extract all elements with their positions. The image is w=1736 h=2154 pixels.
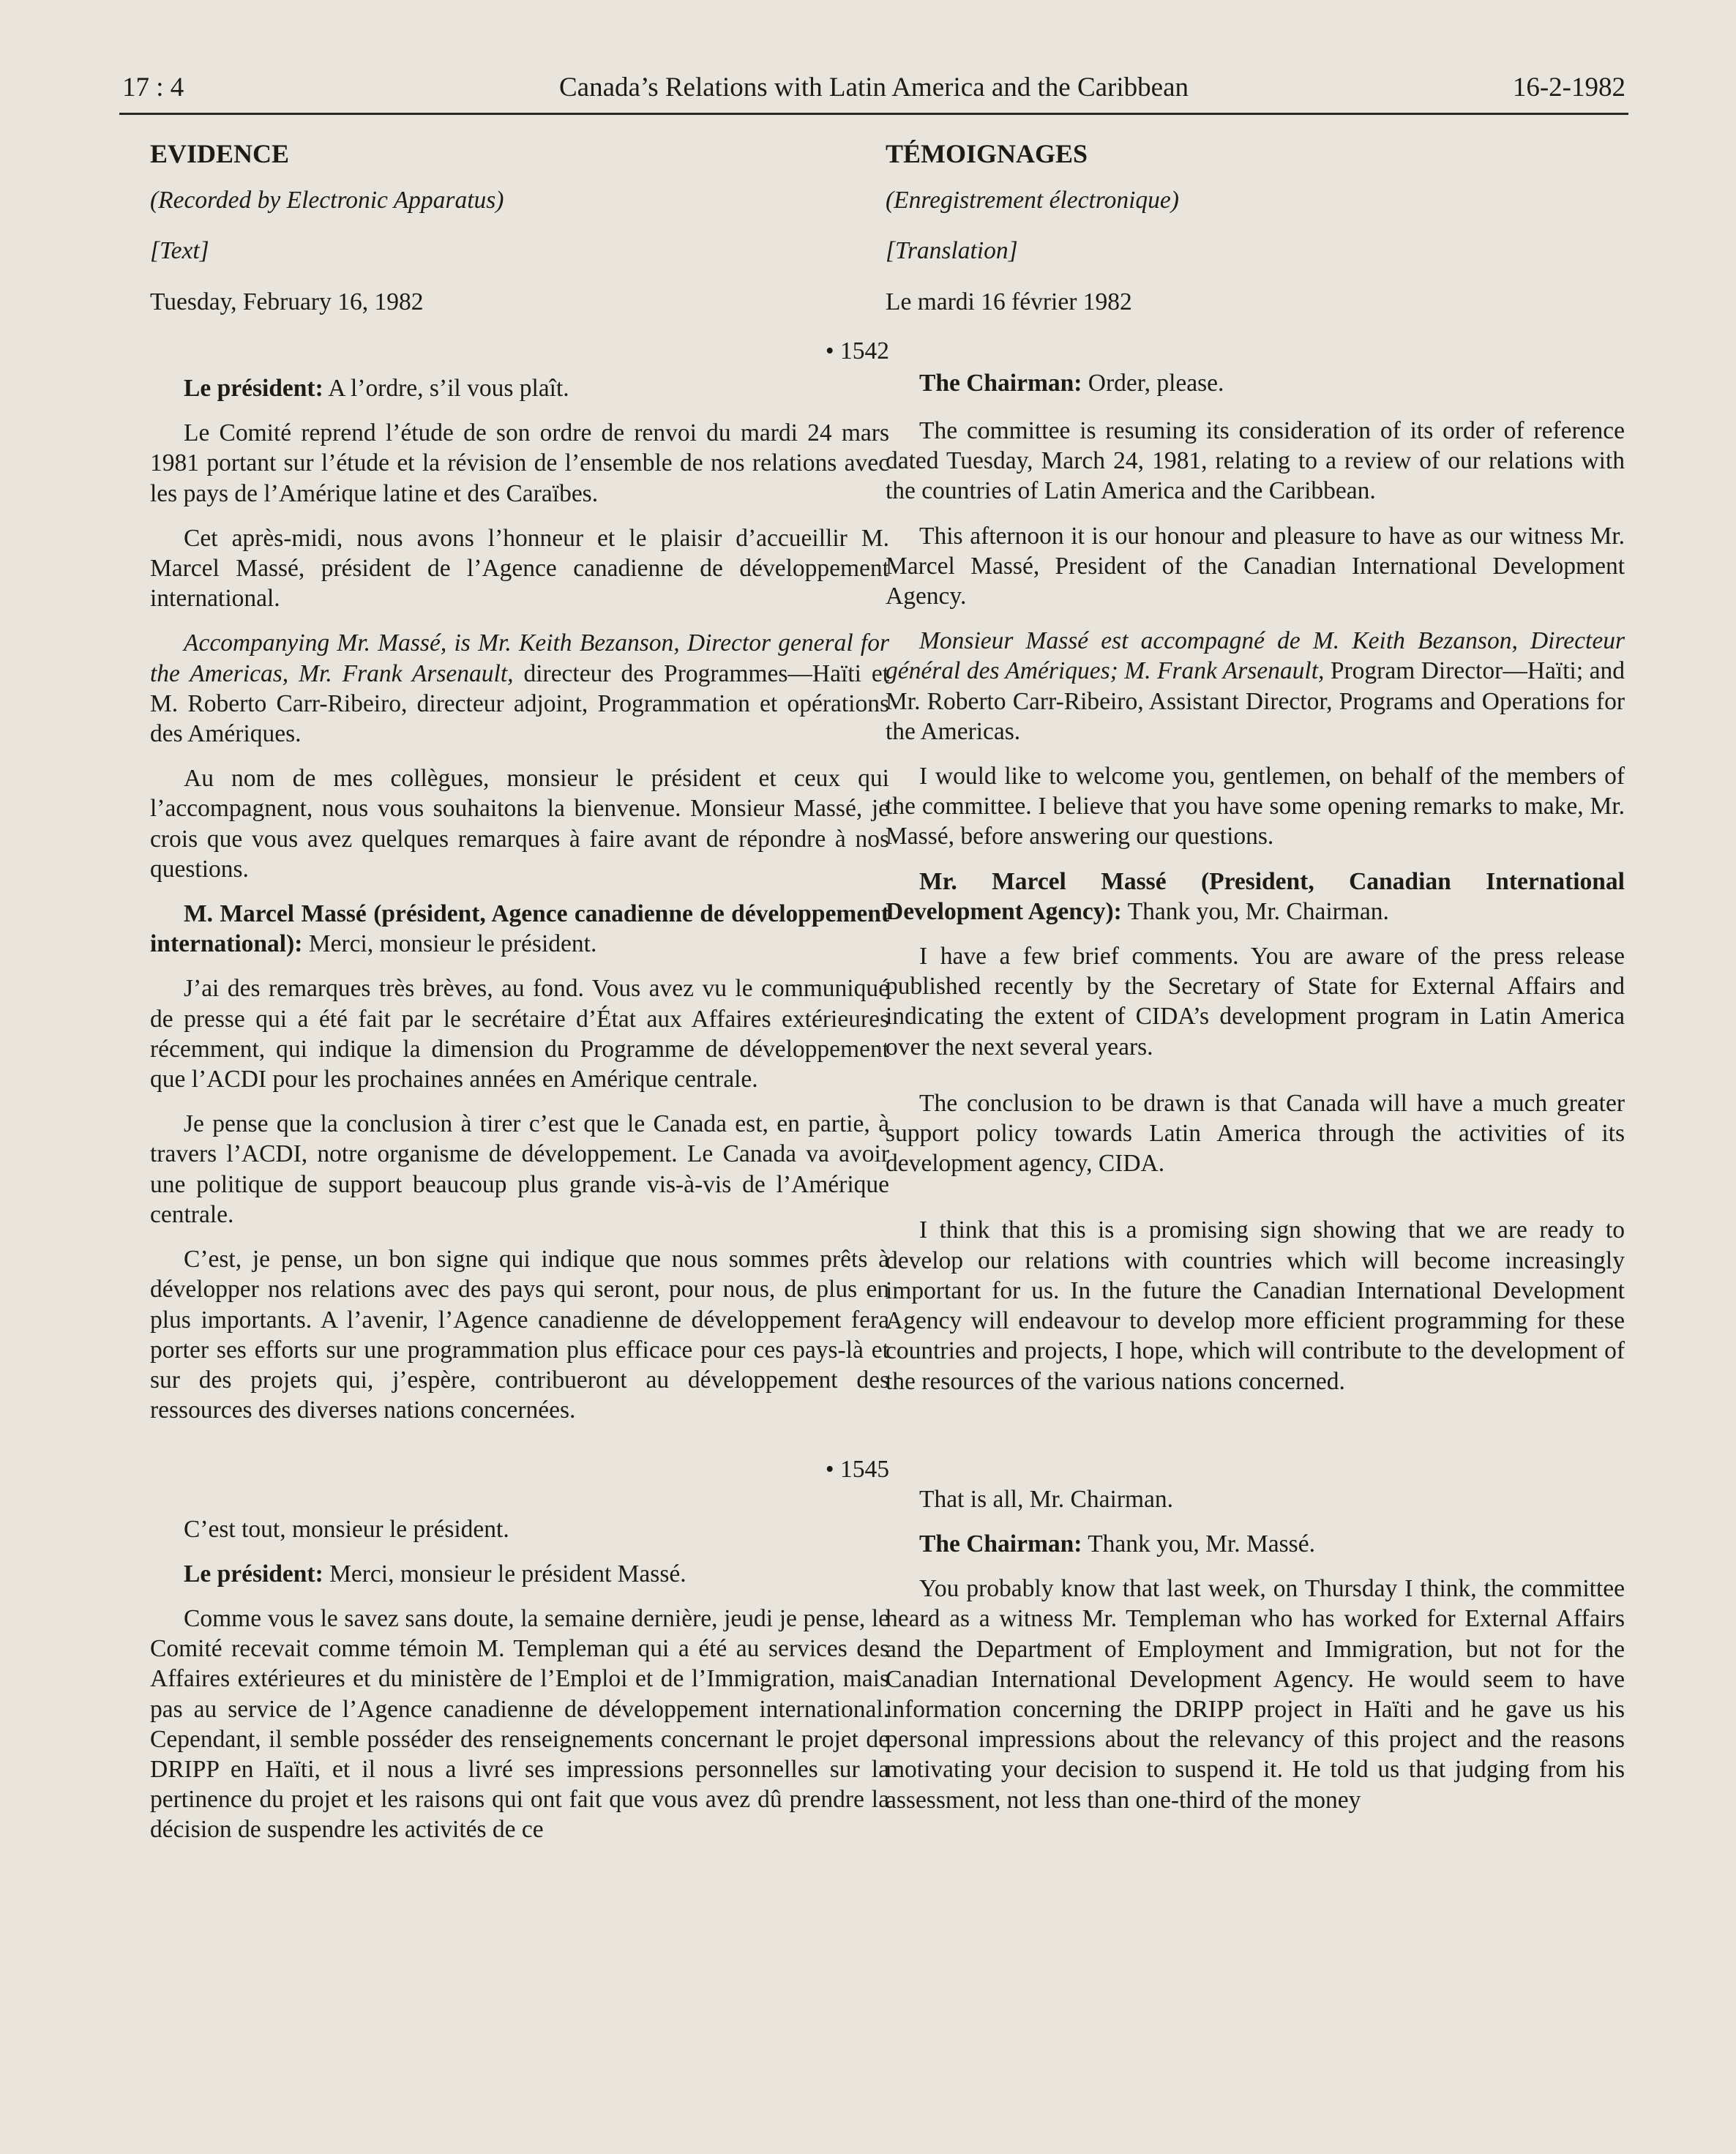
paragraph: Le président: A l’ordre, s’il vous plaît. [184,375,569,403]
speaker: The Chairman: [919,1530,1082,1557]
section-heading: EVIDENCE [150,139,290,168]
paragraph: I think that this is a promising sign showing that we are ready to develop our relations with countries which will become increasingly important for us. In the future the Canadian International Development Agency will endeavour to develop more efficient programming for these countries and projects, I hope, which will contribute to the development of the resources of the various nations concerned. [886,1216,1625,1395]
paragraph: You probably know that last week, on Thursday I think, the committee heard as a witness Mr. Templeman who has worked for External Affairs and the Department of Employment and Immigration, but not for the Canadian International Development Agency. He would seem to have information concerning the DRIPP project in Haïti and he gave us his personal impressions about the relevancy of this project and the reasons motivating your decision to suspend it. He told us that judging from his assessment, not less than one-third of the money [886,1575,1625,1814]
text-tag: [Text] [150,237,209,265]
recording-note: (Enregistrement électronique) [886,187,1179,214]
paragraph: Comme vous le savez sans doute, la semaine dernière, jeudi je pense, le Comité recevait comme témoin M. Templeman qui a été au services des Affaires extérieures et du ministère de l’Emploi et de l’Immigration, mais pas au service de l’Agence canadienne de développement international. Cependant, il semble posséder des renseignements concernant le projet de DRIPP en Haïti, et il nous a livré ses impressions personnelles sur la pertinence du projet et les raisons qui ont fait que vous avez dû prendre la décision de suspendre les activités de ce [150,1604,889,1844]
paragraph: Mr. Marcel Massé (President, Canadian International Development Agency): Thank you, Mr. Chairman. [886,867,1625,925]
recording-note: (Recorded by Electronic Apparatus) [150,187,504,214]
right-column [886,139,1625,1830]
paragraph: The Chairman: Thank you, Mr. Massé. [919,1530,1315,1557]
page-number: 17 : 4 [122,72,184,102]
paragraph: C’est, je pense, un bon signe qui indique que nous sommes prêts à développer nos relations avec des pays qui seront, pour nous, de plus en plus importants. A l’avenir, l’Agence canadienne de développement fera porter ses efforts sur une programmation plus efficace pour ces pays-là et sur des projets qui, j’espère, contribueront au développement des ressources des diverses nations concernées. [150,1246,889,1424]
paragraph: Cet après-midi, nous avons l’honneur et le plaisir d’accueillir M. Marcel Massé, président de l’Agence canadienne de développement international. [150,524,889,613]
text-tag: [Translation] [886,237,1018,265]
paragraph: Monsieur Massé est accompagné de M. Keith Bezanson, Directeur général des Amériques; M. Frank Arsenault, Program Director—Haïti; and Mr. Roberto Carr-Ribeiro, Assistant Director, Programs and Operations for the Americas. [886,627,1625,745]
time-stamp: • 1542 [825,337,889,364]
paragraph: The committee is resuming its consideration of its order of reference dated Tuesday, March 24, 1981, relating to a review of our relations with the countries of Latin America and the Caribbean. [886,417,1625,505]
session-date: Le mardi 16 février 1982 [886,288,1132,315]
page-header [119,69,1628,115]
left-column [150,139,889,1860]
running-title: Canada’s Relations with Latin America and the Caribbean [559,72,1189,102]
paragraph: I would like to welcome you, gentlemen, on behalf of the members of the committee. I believe that you have some opening remarks to make, Mr. Massé, before answering our questions. [886,763,1625,850]
header-date: 16-2-1982 [1512,72,1625,102]
speaker: The Chairman: [919,369,1082,397]
paragraph: Je pense que la conclusion à tirer c’est que le Canada est, en partie, à travers l’ACDI, notre organisme de développement. Le Canada va avoir une politique de support beaucoup plus grande vis-à-vis de l’Amérique centrale. [150,1110,889,1228]
speaker: Le président: [184,375,323,403]
paragraph: C’est tout, monsieur le président. [184,1515,509,1543]
paragraph: Le Comité reprend l’étude de son ordre de renvoi du mardi 24 mars 1981 portant sur l’étude et la révision de l’ensemble de nos relations avec les pays de l’Amérique latine et des Caraïbes. [150,419,889,507]
paragraph: The conclusion to be drawn is that Canada will have a much greater support policy towards Latin America through the activities of its development agency, CIDA. [886,1089,1625,1178]
paragraph: M. Marcel Massé (président, Agence canadienne de développement international): Merci, monsieur le président. [150,900,889,958]
paragraph: Le président: Merci, monsieur le président Massé. [184,1560,686,1588]
speaker: M. Marcel Massé (président, Agence canadienne de développement international): [150,900,889,958]
paragraph: That is all, Mr. Chairman. [919,1485,1174,1513]
session-date: Tuesday, February 16, 1982 [150,288,424,315]
paragraph: Au nom de mes collègues, monsieur le président et ceux qui l’accompagnent, nous vous souhaitons la bienvenue. Monsieur Massé, je crois que vous avez quelques remarques à faire avant de répondre à nos questions. [150,765,889,883]
paragraph: Accompanying Mr. Massé, is Mr. Keith Bezanson, Director general for the Americas, Mr. Frank Arsenault, directeur des Programmes—Haïti et M. Roberto Carr-Ribeiro, directeur adjoint, Programmation et opérations des Amériques. [150,629,890,748]
paragraph: J’ai des remarques très brèves, au fond. Vous avez vu le communiqué de presse qui a été fait par le secrétaire d’État aux Affaires extérieures récemment, qui indique la dimension du Programme de développement que l’ACDI pour les prochaines années en Amérique centrale. [150,975,889,1093]
section-heading: TÉMOIGNAGES [886,139,1088,168]
time-stamp: • 1545 [825,1456,889,1484]
speaker: Mr. Marcel Massé (President, Canadian International Development Agency): [886,867,1625,925]
paragraph: This afternoon it is our honour and pleasure to have as our witness Mr. Marcel Massé, President of the Canadian International Development Agency. [886,522,1625,610]
paragraph: The Chairman: Order, please. [919,369,1224,397]
spacer [886,1411,1625,1484]
speaker: Le président: [184,1560,323,1588]
paragraph: I have a few brief comments. You are aware of the press release published recently by the Secretary of State for External Affairs and indicating the extent of CIDA’s development program in Latin America over the next several years. [886,943,1625,1061]
